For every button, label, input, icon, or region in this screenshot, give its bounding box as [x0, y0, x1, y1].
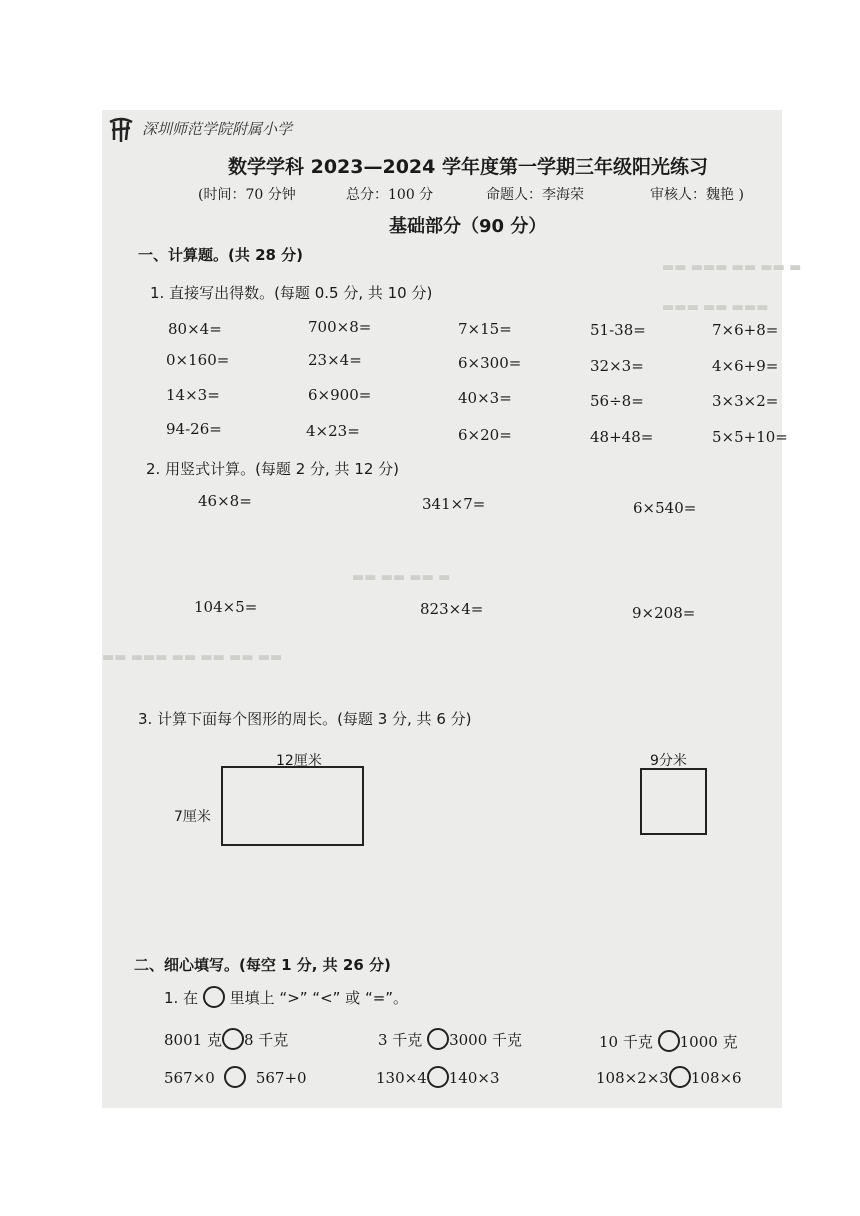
exercise: 700×8=	[308, 318, 372, 336]
comparison-item	[378, 1028, 522, 1050]
exercise: 9×208=	[632, 604, 696, 622]
comparison-right: 3000 千克	[449, 1031, 523, 1049]
bleed-through-text: ▬▬ ▬▬▬ ▬▬ ▬▬ ▬	[662, 260, 802, 275]
school-logo-icon	[106, 114, 136, 144]
answer-circle[interactable]	[427, 1066, 449, 1088]
exercise: 823×4=	[420, 600, 484, 618]
exercise: 48+48=	[590, 428, 654, 446]
exercise: 6×300=	[458, 354, 522, 372]
comparison-item	[164, 1028, 288, 1050]
exercise: 4×6+9=	[712, 357, 779, 375]
exercise: 7×6+8=	[712, 321, 779, 339]
comparison-item	[599, 1030, 738, 1052]
bleed-through-text: ▬▬▬ ▬▬ ▬▬▬	[662, 300, 769, 315]
exercise: 7×15=	[458, 320, 512, 338]
exercise: 40×3=	[458, 389, 512, 407]
question-1-prefix: 1. 在	[164, 989, 199, 1007]
bleed-through-text: ▬▬ ▬▬▬ ▬▬ ▬▬ ▬▬ ▬▬	[102, 650, 283, 665]
exercise: 104×5=	[194, 598, 258, 616]
exercise: 6×20=	[458, 426, 512, 444]
exercise: 14×3=	[166, 386, 220, 404]
rectangle-width-label: 7厘米	[174, 809, 211, 825]
comparison-right: 8 千克	[243, 1031, 289, 1049]
exercise: 3×3×2=	[712, 392, 779, 410]
exercise: 32×3=	[590, 357, 644, 375]
answer-circle[interactable]	[224, 1066, 246, 1088]
comparison-left: 3 千克	[378, 1031, 423, 1049]
comparison-left: 108×2×3	[596, 1069, 669, 1087]
exercise: 0×160=	[166, 351, 230, 369]
question-3-label: 3. 计算下面每个图形的周长。(每题 3 分, 共 6 分)	[138, 710, 472, 728]
exercise: 6×900=	[308, 386, 372, 404]
exam-time: (时间：70 分钟	[198, 187, 296, 203]
exercise: 4×23=	[306, 422, 360, 440]
comparison-item	[376, 1066, 500, 1088]
question-2-label: 2. 用竖式计算。(每题 2 分, 共 12 分)	[146, 460, 400, 478]
comparison-right: 108×6	[690, 1069, 742, 1087]
square-figure	[640, 768, 707, 835]
comparison-left: 130×4	[376, 1069, 427, 1087]
question-1-label: 1. 直接写出得数。(每题 0.5 分, 共 10 分)	[150, 284, 433, 302]
rectangle-length-label: 12厘米	[276, 753, 322, 769]
part-title: 基础部分（90 分）	[389, 216, 547, 237]
exam-author: 命题人：李海荣	[486, 187, 584, 203]
comparison-left: 567×0	[164, 1069, 215, 1087]
comparison-item	[164, 1066, 307, 1088]
exam-total: 总分：100 分	[346, 187, 434, 203]
exercise: 46×8=	[198, 492, 252, 510]
exercise: 80×4=	[168, 320, 222, 338]
square-side-label: 9分米	[650, 753, 687, 769]
exercise: 51-38=	[590, 321, 646, 339]
exercise: 56÷8=	[590, 392, 644, 410]
comparison-left: 8001 克	[164, 1031, 222, 1049]
school-name: 深圳师范学院附属小学	[142, 120, 293, 138]
comparison-right: 140×3	[448, 1069, 500, 1087]
exercise: 5×5+10=	[712, 428, 788, 446]
comparison-item	[596, 1066, 742, 1088]
section-2-question-1	[164, 986, 408, 1008]
answer-circle[interactable]	[222, 1028, 244, 1050]
section-2-title: 二、细心填写。(每空 1 分, 共 26 分)	[134, 956, 391, 974]
section-1-title: 一、计算题。(共 28 分)	[138, 246, 304, 264]
exercise: 94-26=	[166, 420, 222, 438]
comparison-right: 567+0	[255, 1069, 307, 1087]
compare-circle-icon	[203, 986, 225, 1008]
exam-title: 数学学科 2023—2024 学年度第一学期三年级阳光练习	[228, 156, 708, 178]
bleed-through-text: ▬▬ ▬▬ ▬▬ ▬	[352, 570, 451, 585]
exercise: 341×7=	[422, 495, 486, 513]
exercise: 6×540=	[633, 499, 697, 517]
rectangle-figure	[221, 766, 364, 846]
comparison-left: 10 千克	[599, 1033, 653, 1051]
answer-circle[interactable]	[669, 1066, 691, 1088]
answer-circle[interactable]	[658, 1030, 680, 1052]
exam-reviewer: 审核人：魏艳 )	[650, 187, 744, 203]
question-1-instruction: 里填上 “>” “<” 或 “=”。	[229, 989, 409, 1007]
answer-circle[interactable]	[427, 1028, 449, 1050]
comparison-right: 1000 克	[679, 1033, 738, 1051]
exam-sheet	[102, 110, 802, 1108]
exercise: 23×4=	[308, 351, 362, 369]
